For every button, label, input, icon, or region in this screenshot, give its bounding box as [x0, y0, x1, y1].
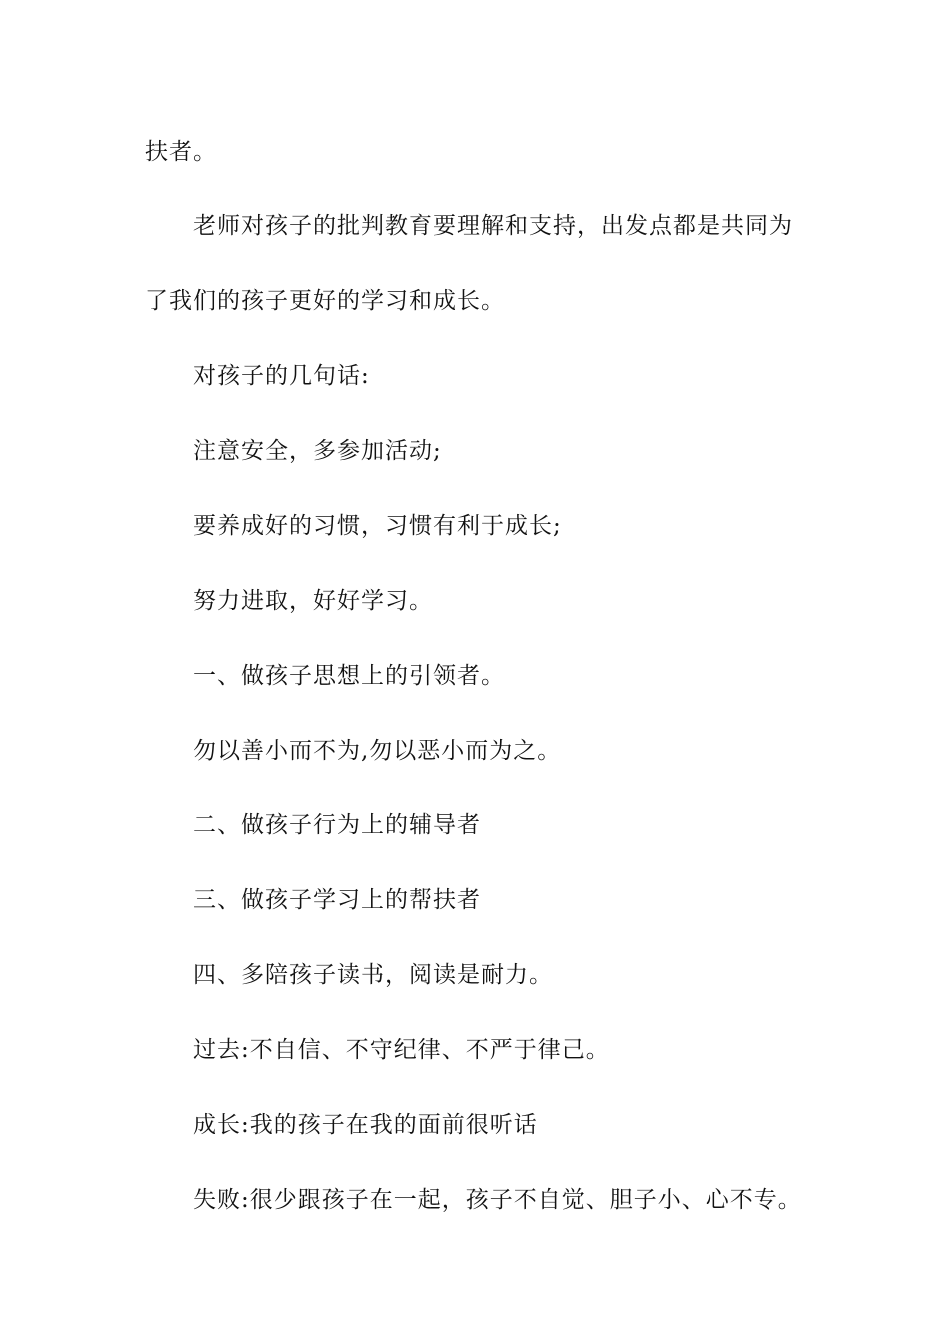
text-line-13: 过去:不自信、不守纪律、不严于律己。 — [193, 1037, 610, 1063]
text-line-10: 二、做孩子行为上的辅导者 — [193, 812, 481, 838]
text-line-2: 老师对孩子的批判教育要理解和支持，出发点都是共同为 — [193, 213, 793, 239]
text-line-1: 扶者。 — [145, 139, 217, 165]
text-line-3: 了我们的孩子更好的学习和成长。 — [145, 288, 505, 314]
text-line-15: 失败:很少跟孩子在一起，孩子不自觉、胆子小、心不专。 — [193, 1187, 802, 1213]
text-line-6: 要养成好的习惯，习惯有利于成长; — [193, 513, 562, 539]
text-line-7: 努力进取，好好学习。 — [193, 588, 433, 614]
text-line-8: 一、做孩子思想上的引领者。 — [193, 663, 505, 689]
text-line-4: 对孩子的几句话: — [193, 363, 370, 389]
text-line-9: 勿以善小而不为,勿以恶小而为之。 — [193, 738, 562, 764]
text-line-12: 四、多陪孩子读书，阅读是耐力。 — [193, 962, 553, 988]
text-line-11: 三、做孩子学习上的帮扶者 — [193, 887, 481, 913]
text-line-14: 成长:我的孩子在我的面前很听话 — [193, 1112, 538, 1138]
text-line-5: 注意安全，多参加活动; — [193, 438, 442, 464]
